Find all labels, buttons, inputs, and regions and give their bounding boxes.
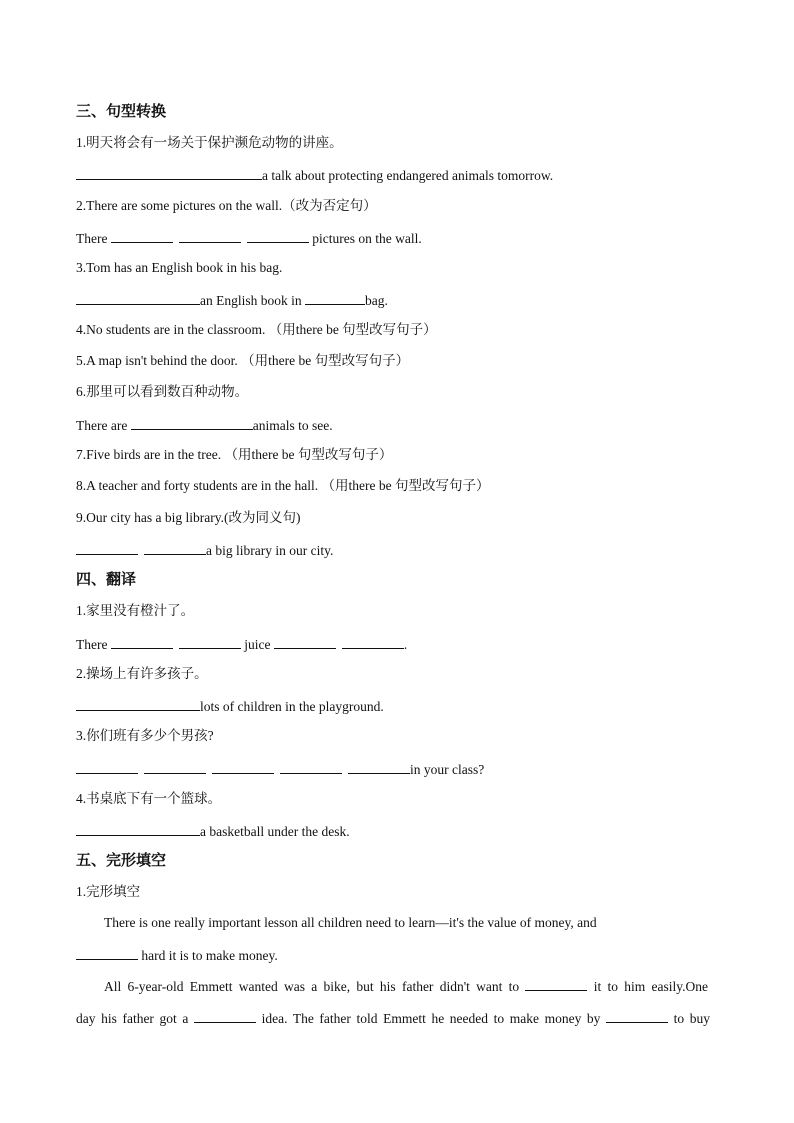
s4-q3-answer-line <box>76 759 484 779</box>
s3-q9-answer-tail: a big library in our city. <box>206 543 334 558</box>
s3-q2-prompt: 2.There are some pictures on the wall.（改为否定句） <box>76 198 377 213</box>
answer-blank[interactable] <box>348 759 410 774</box>
s4-q1-answer-mid: juice <box>244 637 271 652</box>
cloze-p2-line2-head: day his father got a <box>76 1011 189 1026</box>
answer-blank[interactable] <box>111 634 173 649</box>
answer-blank[interactable] <box>280 759 342 774</box>
answer-blank[interactable] <box>274 634 336 649</box>
s3-q3-answer-line <box>76 290 388 310</box>
answer-blank[interactable] <box>76 945 138 960</box>
s3-q1-prompt: 1.明天将会有一场关于保护濒危动物的讲座。 <box>76 135 343 150</box>
answer-blank[interactable] <box>131 415 253 430</box>
answer-blank[interactable] <box>76 759 138 774</box>
section-heading-cloze: 五、完形填空 <box>76 851 167 869</box>
answer-blank[interactable] <box>525 976 587 991</box>
cloze-paragraph1-line1: There is one really important lesson all children need to learn—it's the value of money, and <box>104 915 597 930</box>
answer-blank[interactable] <box>144 759 206 774</box>
answer-blank[interactable] <box>247 228 309 243</box>
cloze-paragraph1-line2 <box>76 945 278 965</box>
cloze-p2-line2-mid: idea. The father told Emmett he needed to make money by <box>261 1011 601 1026</box>
answer-blank[interactable] <box>194 1008 256 1023</box>
s3-q9-prompt: 9.Our city has a big library.(改为同义句) <box>76 510 301 525</box>
cloze-p1-line2-text: hard it is to make money. <box>141 948 278 963</box>
s3-q3-answer-mid: an English book in <box>200 293 302 308</box>
s4-q1-answer-head: There <box>76 637 108 652</box>
s4-q3-prompt: 3.你们班有多少个男孩? <box>76 728 214 743</box>
s3-q9-answer-line <box>76 540 333 560</box>
cloze-p2-line1-tail: it to him easily.One <box>593 979 709 994</box>
s4-q2-answer-line <box>76 696 384 716</box>
s3-q3-answer-tail: bag. <box>365 293 388 308</box>
s3-q2-answer-tail: pictures on the wall. <box>312 231 422 246</box>
s3-q6-answer-line <box>76 415 333 435</box>
s3-q5-prompt: 5.A map isn't behind the door. （用there be 句型改写句子） <box>76 353 410 368</box>
answer-blank[interactable] <box>76 290 200 305</box>
s5-q1-prompt: 1.完形填空 <box>76 884 141 899</box>
answer-blank[interactable] <box>179 228 241 243</box>
answer-blank[interactable] <box>76 165 262 180</box>
s4-q2-answer-tail: lots of children in the playground. <box>200 699 384 714</box>
s4-q1-answer-tail: . <box>403 637 408 652</box>
s3-q1-answer-text: a talk about protecting endangered animals tomorrow. <box>262 168 554 183</box>
s3-q2-answer-head: There <box>76 231 108 246</box>
answer-blank[interactable] <box>76 540 138 555</box>
answer-blank[interactable] <box>305 290 365 305</box>
s4-q1-answer-line <box>76 634 407 654</box>
cloze-p2-line1-head: All 6-year-old Emmett wanted was a bike, but his father didn't want to <box>104 979 520 994</box>
s3-q3-prompt: 3.Tom has an English book in his bag. <box>76 260 283 275</box>
s4-q1-prompt: 1.家里没有橙汁了。 <box>76 603 195 618</box>
answer-blank[interactable] <box>342 634 404 649</box>
answer-blank[interactable] <box>179 634 241 649</box>
section-heading-sentence-transform: 三、句型转换 <box>76 102 167 120</box>
s4-q2-prompt: 2.操场上有许多孩子。 <box>76 666 208 681</box>
answer-blank[interactable] <box>111 228 173 243</box>
s3-q7-prompt: 7.Five birds are in the tree. （用there be 句型改写句子） <box>76 447 393 462</box>
cloze-paragraph2-line1 <box>104 976 708 996</box>
s3-q4-prompt: 4.No students are in the classroom. （用there be 句型改写句子） <box>76 322 437 337</box>
cloze-paragraph2-line2 <box>76 1008 710 1028</box>
answer-blank[interactable] <box>76 696 200 711</box>
s4-q3-answer-tail: in your class? <box>410 762 485 777</box>
s4-q4-answer-tail: a basketball under the desk. <box>200 824 350 839</box>
s3-q1-answer-line <box>76 165 553 185</box>
s4-q4-answer-line <box>76 821 350 841</box>
answer-blank[interactable] <box>606 1008 668 1023</box>
s3-q6-answer-tail: animals to see. <box>252 418 333 433</box>
s4-q4-prompt: 4.书桌底下有一个篮球。 <box>76 791 222 806</box>
cloze-p2-line2-tail: to buy <box>673 1011 711 1026</box>
answer-blank[interactable] <box>76 821 200 836</box>
answer-blank[interactable] <box>212 759 274 774</box>
section-heading-translation: 四、翻译 <box>76 570 137 588</box>
answer-blank[interactable] <box>144 540 206 555</box>
s3-q6-prompt: 6.那里可以看到数百种动物。 <box>76 384 249 399</box>
s3-q2-answer-line <box>76 228 422 248</box>
s3-q6-answer-head: There are <box>76 418 128 433</box>
s3-q8-prompt: 8.A teacher and forty students are in the hall. （用there be 句型改写句子） <box>76 478 490 493</box>
